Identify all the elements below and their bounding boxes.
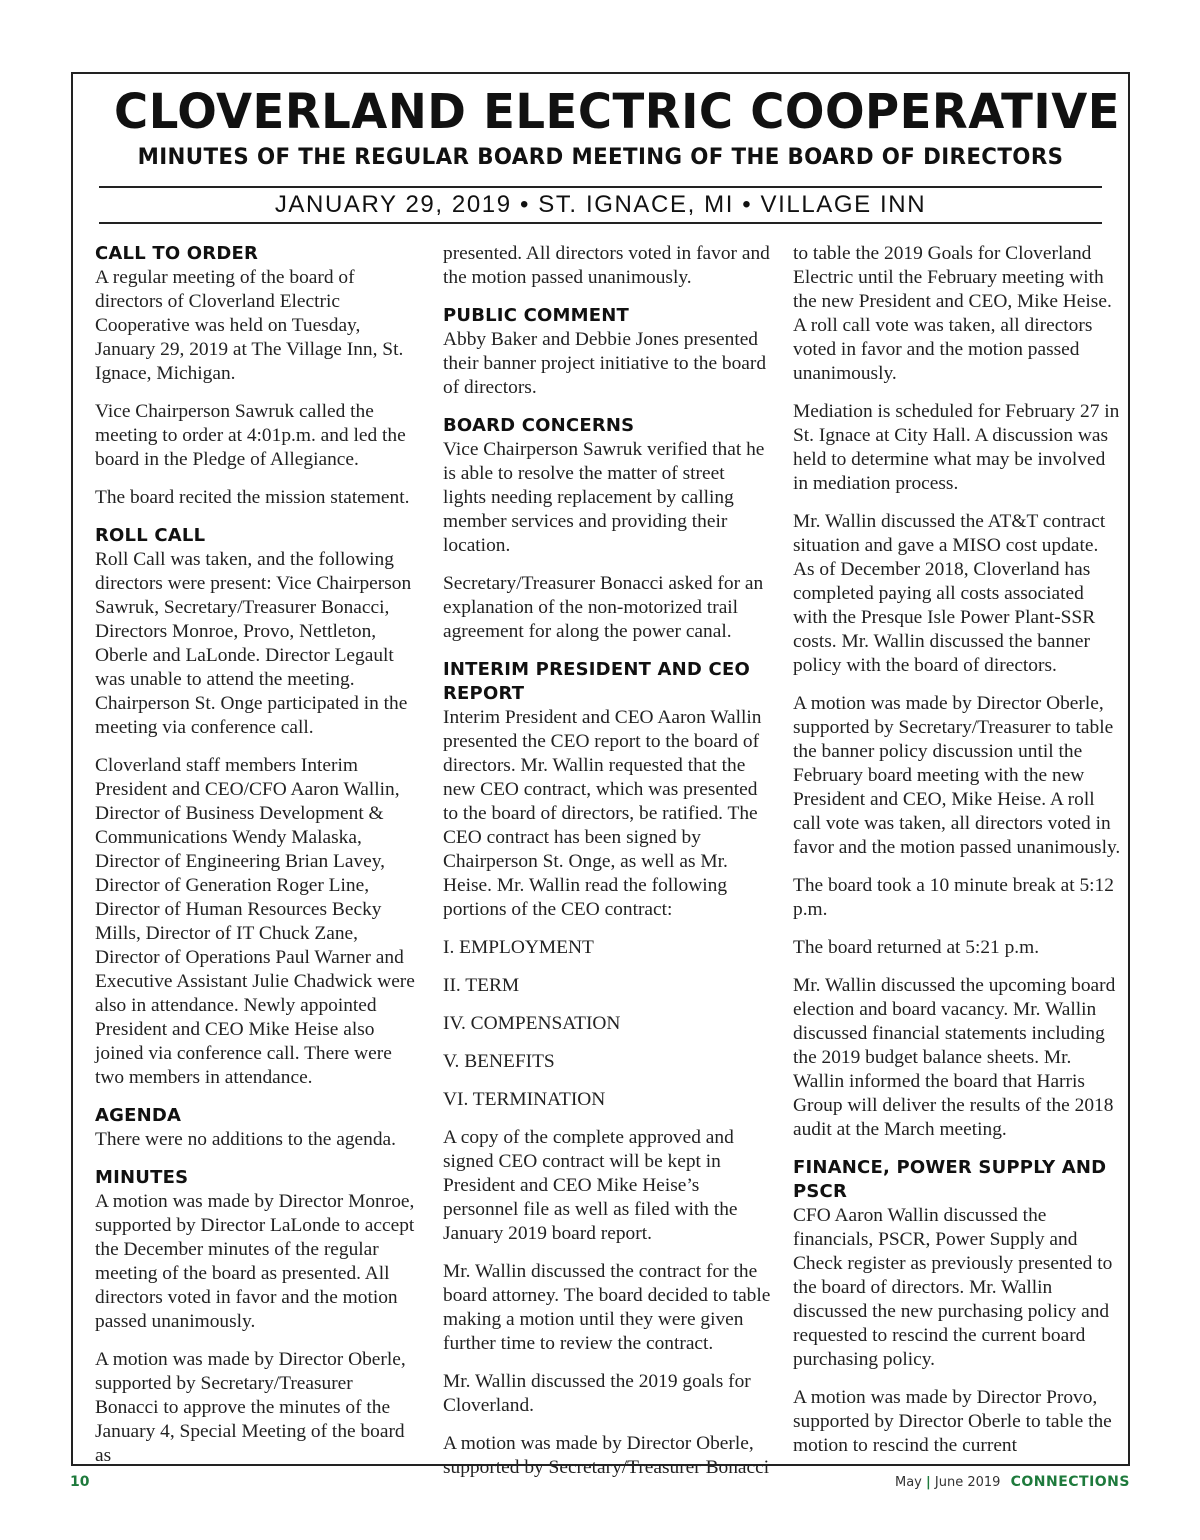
paragraph: The board returned at 5:21 p.m.: [793, 937, 1040, 958]
section-heading-minutes: MINUTES: [95, 1167, 189, 1188]
column-1: [95, 242, 421, 1466]
section-heading-call-to-order: CALL TO ORDER: [95, 243, 259, 264]
paragraph: A motion was made by Director Monroe, supported by Director LaLonde to accept the December minutes of the regular meeting of the board as presented. All directors voted in favor and the motion passed unanimously.: [95, 1191, 415, 1332]
contract-item: I. EMPLOYMENT: [443, 937, 594, 958]
paragraph: A copy of the complete approved and signed CEO contract will be kept in President and CEO Mike Heise’s personnel file as well as filed with the January 2019 board report.: [443, 1127, 738, 1244]
paragraph: Vice Chairperson Sawruk verified that he is able to resolve the matter of street lights needing replacement by calling member services and providing their location.: [443, 439, 765, 556]
paragraph: Interim President and CEO Aaron Wallin presented the CEO report to the board of directors. Mr. Wallin requested that the new CEO contract, which was presented to the board of directors, be ratified. The CEO contract has been signed by Chairperson St. Onge, as well as Mr. Heise. Mr. Wallin read the following portions of the CEO contract:: [443, 707, 762, 920]
contract-item: VI. TERMINATION: [443, 1089, 606, 1110]
issue-separator: |: [926, 1475, 931, 1490]
magazine-name: CONNECTIONS: [1010, 1474, 1130, 1490]
issue-month-2: June 2019: [934, 1475, 1001, 1490]
paragraph: Mediation is scheduled for February 27 in St. Ignace at City Hall. A discussion was held to determine what may be involved in mediation process.: [793, 401, 1120, 494]
paragraph: Vice Chairperson Sawruk called the meeting to order at 4:01p.m. and led the board in the Pledge of Allegiance.: [95, 401, 406, 470]
contract-item: II. TERM: [443, 975, 520, 996]
issue-info: [895, 1474, 1130, 1490]
paragraph: There were no additions to the agenda.: [95, 1129, 396, 1150]
paragraph: Abby Baker and Debbie Jones presented their banner project initiative to the board of directors.: [443, 329, 767, 398]
section-heading-finance: FINANCE, POWER SUPPLY AND PSCR: [793, 1157, 1107, 1202]
divider: [99, 222, 1102, 224]
paragraph: The board took a 10 minute break at 5:12 p.m.: [793, 875, 1114, 920]
paragraph: A motion was made by Director Oberle, supported by Secretary/Treasurer to table the banner policy discussion until the February board meeting with the new President and CEO, Mike Heise. A roll call vote was taken, all directors voted in favor and the motion passed unanimously.: [793, 693, 1121, 858]
section-heading-agenda: AGENDA: [95, 1105, 182, 1126]
paragraph: A motion was made by Director Provo, supported by Director Oberle to table the motion to rescind the current: [793, 1387, 1112, 1456]
paragraph: CFO Aaron Wallin discussed the financials, PSCR, Power Supply and Check register as previously presented to the board of directors. Mr. Wallin discussed the new purchasing policy and requested to rescind the current board purchasing policy.: [793, 1205, 1113, 1370]
paragraph: Roll Call was taken, and the following directors were present: Vice Chairperson Sawruk, Secretary/Treasurer Bonacci, Directors Monroe, Provo, Nettleton, Oberle and LaLonde. Director Legault was unable to attend the meeting. Chairperson St. Onge participated in the meeting via conference call.: [95, 549, 412, 738]
paragraph: Mr. Wallin discussed the upcoming board election and board vacancy. Mr. Wallin discussed financial statements including the 2019 budget balance sheets. Mr. Wallin informed the board that Harris Group will deliver the results of the 2018 audit at the March meeting.: [793, 975, 1116, 1140]
page-number: 10: [70, 1474, 90, 1490]
section-heading-ceo-report: INTERIM PRESIDENT AND CEO REPORT: [443, 659, 750, 704]
section-heading-roll-call: ROLL CALL: [95, 525, 206, 546]
article-title: CLOVERLAND ELECTRIC COOPERATIVE: [114, 84, 1121, 140]
paragraph: to table the 2019 Goals for Cloverland Electric until the February meeting with the new President and CEO, Mike Heise. A roll call vote was taken, all directors voted in favor and the motion passed unanimously.: [793, 243, 1112, 384]
paragraph: A motion was made by Director Oberle, supported by Secretary/Treasurer Bonacci: [443, 1433, 770, 1478]
paragraph: Secretary/Treasurer Bonacci asked for an explanation of the non-motorized trail agreement for along the power canal.: [443, 573, 764, 642]
paragraph: presented. All directors voted in favor and the motion passed unanimously.: [443, 243, 770, 288]
masthead: [99, 82, 1121, 224]
paragraph: Mr. Wallin discussed the 2019 goals for Cloverland.: [443, 1371, 751, 1416]
article-frame: [71, 72, 1130, 1478]
dateline: JANUARY 29, 2019 • ST. IGNACE, MI • VILLAGE INN: [274, 191, 927, 218]
contract-item: V. BENEFITS: [443, 1051, 555, 1072]
issue-month-1: May: [894, 1475, 922, 1490]
section-heading-public-comment: PUBLIC COMMENT: [443, 305, 629, 326]
paragraph: The board recited the mission statement.: [95, 487, 410, 508]
paragraph: A regular meeting of the board of directors of Cloverland Electric Cooperative was held on Tuesday, January 29, 2019 at The Village Inn, St. Ignace, Michigan.: [95, 267, 404, 384]
contract-item: IV. COMPENSATION: [443, 1013, 621, 1034]
paragraph: Cloverland staff members Interim President and CEO/CFO Aaron Wallin, Director of Business Development & Communications Wendy Malaska, Director of Engineering Brian Lavey, Director of Generation Roger Line, Director of Human Resources Becky Mills, Director of IT Chuck Zane, Director of Operations Paul Warner and Executive Assistant Julie Chadwick were also in attendance. Newly appointed President and CEO Mike Heise also joined via conference call. There were two members in attendance.: [95, 755, 415, 1088]
section-heading-board-concerns: BOARD CONCERNS: [443, 415, 635, 436]
paragraph: A motion was made by Director Oberle, supported by Secretary/Treasurer Bonacci to approve the minutes of the January 4, Special Meeting of the board as: [95, 1349, 406, 1466]
paragraph: Mr. Wallin discussed the contract for the board attorney. The board decided to table making a motion until they were given further time to review the contract.: [443, 1261, 771, 1354]
column-2: [443, 242, 771, 1478]
text-columns: [95, 242, 1121, 1478]
article-subtitle: MINUTES OF THE REGULAR BOARD MEETING OF THE BOARD OF DIRECTORS: [137, 145, 1064, 170]
page-footer: [70, 1474, 1130, 1498]
paragraph: Mr. Wallin discussed the AT&T contract situation and gave a MISO cost update. As of December 2018, Cloverland has completed paying all costs associated with the Presque Isle Power Plant-SSR costs. Mr. Wallin discussed the banner policy with the board of directors.: [793, 511, 1106, 676]
column-3: [793, 242, 1123, 1460]
